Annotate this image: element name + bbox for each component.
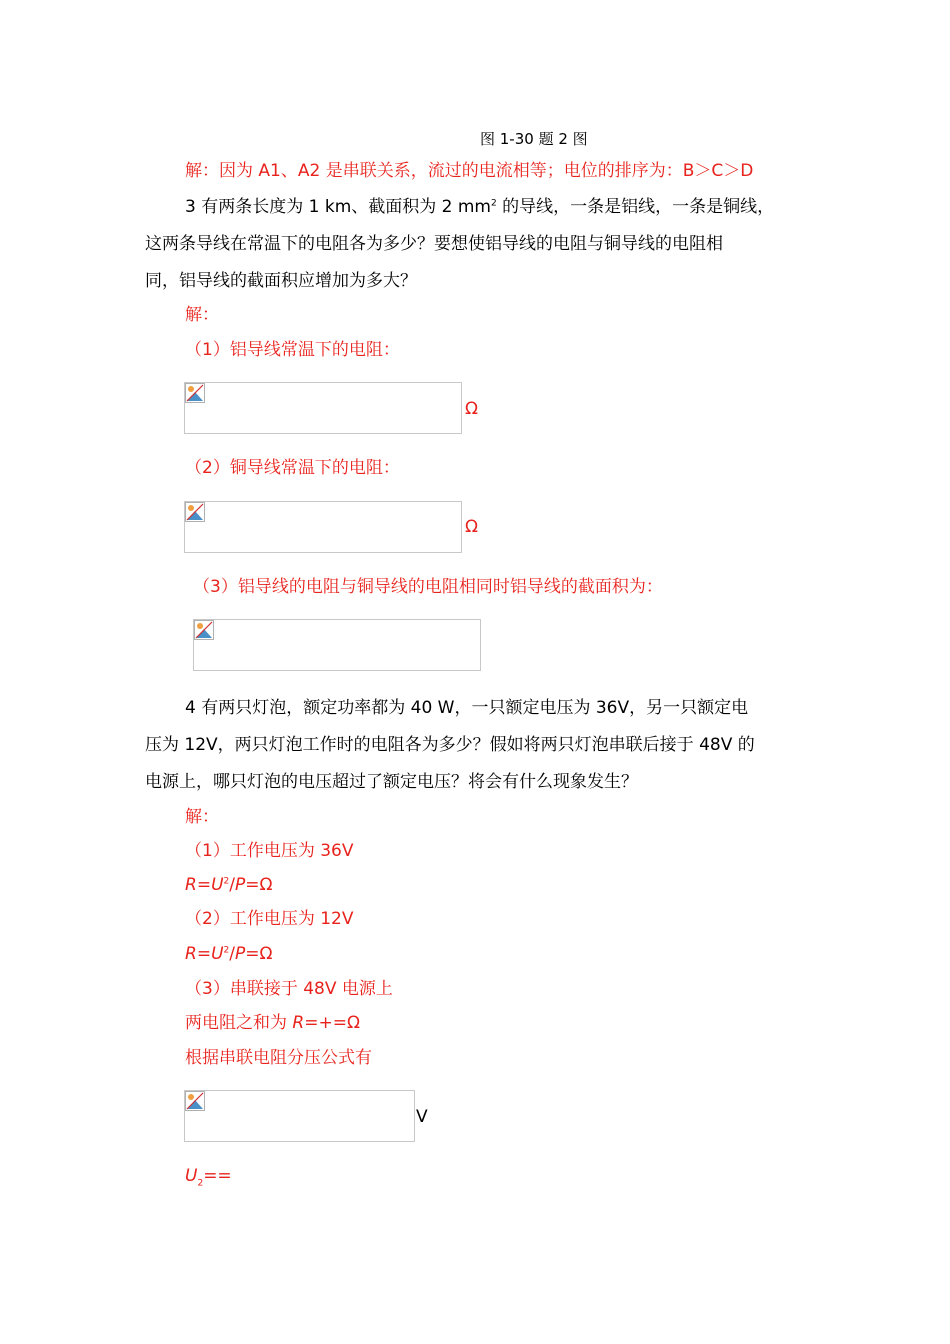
q3-part-1: （1）铝导线常温下的电阻： (185, 340, 400, 360)
q3-part-1-unit: Ω (465, 399, 478, 419)
q4-line-2: 压为 12V，两只灯泡工作时的电阻各为多少？假如将两只灯泡串联后接于 48V 的 (145, 735, 755, 755)
q4-formula-2 (185, 943, 273, 965)
q4-formula-1 (185, 874, 273, 896)
q3-line-1-b: 的导线，一条是铝线，一条是铜线， (496, 197, 775, 217)
q4-unit-v: V (416, 1107, 428, 1127)
formula-2-u: U (211, 944, 224, 964)
formula-1-u: U (211, 875, 224, 895)
u2-u: U (185, 1166, 198, 1186)
q3-line-1-sup: 2 (491, 198, 497, 209)
broken-image-icon (194, 620, 214, 640)
formula-image-2 (184, 501, 462, 553)
formula-1-sup: 2 (223, 876, 230, 887)
q3-part-3: （3）铝导线的电阻与铜导线的电阻相同时铝导线的截面积为： (193, 577, 663, 597)
q4-solution-label: 解： (185, 807, 219, 827)
broken-image-icon (185, 383, 205, 403)
sum-r: R (292, 1013, 305, 1033)
sum-rest: =+=Ω (304, 1013, 360, 1033)
figure-caption: 图 1-30 题 2 图 (480, 130, 588, 148)
formula-2-eq: = (196, 944, 212, 964)
q4-part-3: （3）串联接于 48V 电源上 (185, 979, 393, 999)
q3-line-1-a: 3 有两条长度为 1 km、截面积为 2 mm (185, 197, 491, 217)
formula-2-end: =Ω (245, 944, 273, 964)
formula-2-slash: / (229, 944, 235, 964)
formula-1-eq: = (196, 875, 212, 895)
formula-1-slash: / (229, 875, 235, 895)
q4-part-1: （1）工作电压为 36V (185, 841, 354, 861)
q3-line-2: 这两条导线在常温下的电阻各为多少？要想使铝导线的电阻与铜导线的电阻相 (145, 234, 723, 254)
q3-line-1 (185, 196, 774, 218)
broken-image-icon (185, 502, 205, 522)
q3-part-2-unit: Ω (465, 517, 478, 537)
formula-1-p: P (234, 875, 246, 895)
formula-2-sup: 2 (223, 945, 230, 956)
q4-u2 (185, 1165, 232, 1187)
q2-answer: 解：因为 A1、A2 是串联关系，流过的电流相等；电位的排序为：B＞C＞D (185, 161, 754, 181)
q4-divider-text: 根据串联电阻分压公式有 (185, 1048, 372, 1068)
sum-label: 两电阻之和为 (185, 1013, 293, 1033)
q4-sum (185, 1012, 360, 1034)
formula-image-3 (193, 619, 481, 671)
broken-image-icon (185, 1091, 205, 1111)
q3-part-2: （2）铜导线常温下的电阻： (185, 458, 400, 478)
formula-1-r: R (185, 875, 197, 895)
formula-1-end: =Ω (245, 875, 273, 895)
u2-sub: 2 (197, 1178, 204, 1189)
q4-line-1: 4 有两只灯泡，额定功率都为 40 W，一只额定电压为 36V，另一只额定电 (185, 698, 749, 718)
q4-part-2: （2）工作电压为 12V (185, 909, 354, 929)
u2-rest: == (203, 1166, 232, 1186)
formula-image-4 (184, 1090, 415, 1142)
q3-solution-label: 解： (185, 305, 219, 325)
formula-2-r: R (185, 944, 197, 964)
q3-line-3: 同，铝导线的截面积应增加为多大？ (145, 271, 417, 291)
formula-2-p: P (234, 944, 246, 964)
formula-image-1 (184, 382, 462, 434)
q4-line-3: 电源上，哪只灯泡的电压超过了额定电压？将会有什么现象发生？ (145, 772, 638, 792)
